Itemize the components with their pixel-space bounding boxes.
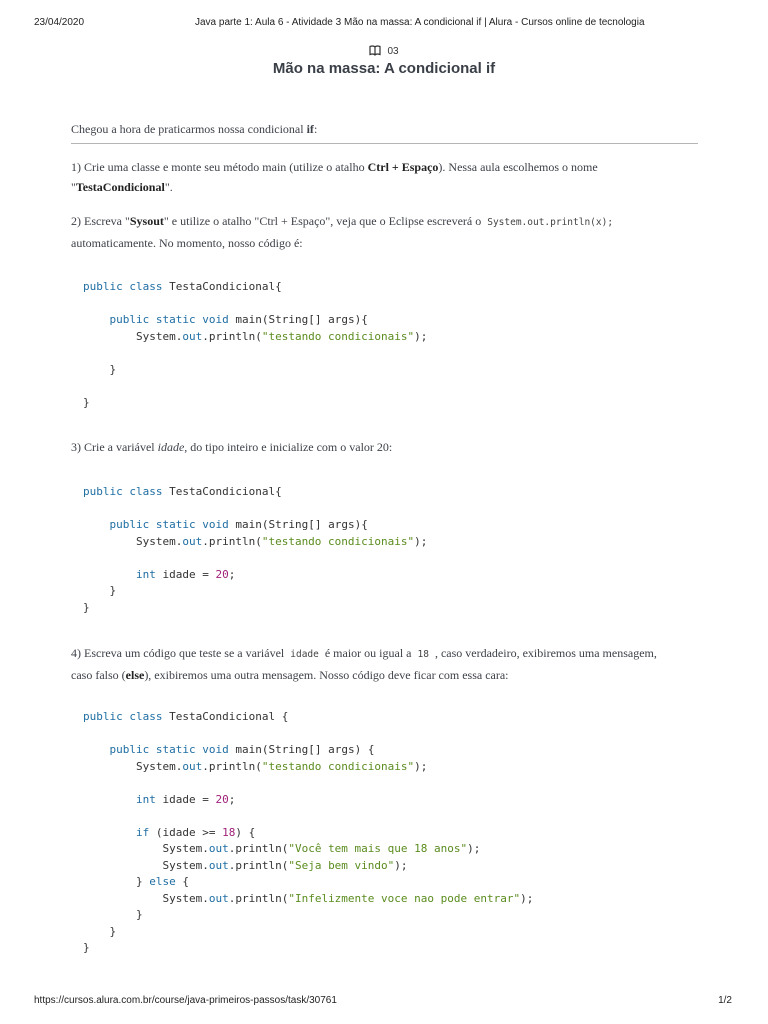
code-token: out bbox=[182, 759, 203, 773]
code-token: } bbox=[83, 875, 150, 888]
code-token bbox=[149, 743, 156, 756]
code-token: void bbox=[202, 518, 229, 531]
code-line bbox=[83, 775, 533, 792]
step-2 bbox=[71, 211, 698, 253]
code-token: void bbox=[202, 313, 229, 326]
code-token: public bbox=[109, 313, 150, 326]
code-token: TestaCondicional{ bbox=[162, 280, 282, 293]
code-token: TestaCondicional{ bbox=[162, 485, 282, 498]
step-2-sysout: Sysout bbox=[129, 214, 164, 228]
step-1-shortcut: Ctrl + Espaço bbox=[367, 160, 439, 174]
step-1 bbox=[71, 157, 698, 197]
code-token: System. bbox=[83, 858, 209, 872]
code-token: ); bbox=[414, 534, 428, 548]
code-line bbox=[83, 378, 427, 395]
code-token: public bbox=[109, 743, 150, 756]
code-token: int bbox=[135, 792, 156, 806]
step-1-quote: " bbox=[71, 180, 76, 194]
step-1-text: 1) Crie uma classe e monte seu método main (utilize o atalho bbox=[71, 160, 368, 174]
code-token bbox=[149, 518, 156, 531]
code-token: System. bbox=[83, 842, 209, 855]
intro-text: Chegou a hora de praticarmos nossa condicional bbox=[71, 122, 307, 136]
code-token: System. bbox=[83, 329, 183, 343]
code-block-2 bbox=[83, 484, 427, 616]
code-token bbox=[83, 313, 110, 326]
code-token: out bbox=[182, 534, 203, 548]
code-token bbox=[83, 743, 110, 756]
code-token: public bbox=[109, 518, 150, 531]
code-token: out bbox=[208, 842, 229, 855]
code-token: .println( bbox=[228, 842, 289, 855]
step-2-text-2: " e utilize o atalho "Ctrl + Espaço", veja que o Eclipse escreverá o bbox=[163, 214, 485, 228]
code-token: "testando condicionais" bbox=[261, 329, 415, 343]
step-2-text: 2) Escreva " bbox=[71, 214, 130, 228]
code-token: } bbox=[83, 600, 90, 614]
code-line bbox=[83, 296, 427, 313]
code-token: class bbox=[129, 710, 163, 723]
step-3-text-2: , do tipo inteiro e inicialize com o valor 20: bbox=[184, 440, 393, 454]
step-4-text: 4) Escreva um código que teste se a variável bbox=[71, 646, 288, 660]
step-2-text-3: automaticamente. No momento, nosso código é: bbox=[71, 236, 303, 250]
code-line bbox=[83, 742, 533, 759]
code-line bbox=[83, 329, 427, 346]
code-token: idade = bbox=[155, 567, 216, 581]
code-token: static bbox=[155, 743, 196, 756]
print-page-title: Java parte 1: Aula 6 - Atividade 3 Mão na massa: A condicional if | Alura - Cursos online de tecnologia bbox=[195, 17, 645, 28]
code-token bbox=[83, 518, 110, 531]
print-page-number: 1/2 bbox=[718, 995, 732, 1006]
step-4-else: else bbox=[125, 668, 145, 682]
code-line bbox=[83, 550, 427, 567]
code-token: ); bbox=[414, 759, 428, 773]
code-token: main(String[] args){ bbox=[228, 518, 368, 531]
code-token: 18 bbox=[222, 825, 236, 839]
code-line bbox=[83, 484, 427, 501]
step-3-text: 3) Crie a variável bbox=[71, 440, 158, 454]
step-4-text-2: é maior ou igual a bbox=[321, 646, 415, 660]
code-token: 20 bbox=[215, 567, 229, 581]
code-token: out bbox=[208, 891, 229, 905]
step-3-variable: idade bbox=[157, 440, 185, 454]
code-line bbox=[83, 907, 533, 924]
code-token: ; bbox=[228, 792, 236, 806]
code-line bbox=[83, 841, 533, 858]
intro-end: : bbox=[313, 122, 318, 136]
code-token: ); bbox=[520, 891, 534, 905]
code-token: .println( bbox=[202, 534, 262, 548]
code-token: if bbox=[135, 825, 150, 839]
code-token: .println( bbox=[202, 759, 262, 773]
code-token: } bbox=[83, 908, 143, 921]
code-line bbox=[83, 792, 533, 809]
code-token: TestaCondicional { bbox=[162, 710, 289, 723]
intro-paragraph bbox=[71, 122, 698, 144]
step-1-text-2: ). Nessa aula escolhemos o nome bbox=[438, 160, 598, 174]
code-line bbox=[83, 517, 427, 534]
code-token: ); bbox=[467, 842, 481, 855]
code-line bbox=[83, 362, 427, 379]
code-line bbox=[83, 924, 533, 941]
code-token: main(String[] args) { bbox=[228, 743, 375, 756]
code-token: "Você tem mais que 18 anos" bbox=[288, 842, 468, 855]
code-line bbox=[83, 940, 533, 957]
code-token: public bbox=[83, 280, 123, 293]
code-block-3 bbox=[83, 709, 533, 957]
print-date: 23/04/2020 bbox=[34, 17, 85, 28]
code-token: System. bbox=[83, 759, 183, 773]
code-token: 20 bbox=[215, 792, 229, 806]
code-token: { bbox=[175, 875, 189, 888]
code-token: class bbox=[129, 485, 163, 498]
code-token: } bbox=[83, 395, 90, 409]
book-icon bbox=[369, 45, 381, 56]
code-token: ; bbox=[228, 567, 236, 581]
code-line bbox=[83, 567, 427, 584]
code-token: ) { bbox=[235, 825, 256, 839]
code-line bbox=[83, 279, 427, 296]
code-token: class bbox=[129, 280, 163, 293]
code-line bbox=[83, 583, 427, 600]
code-line bbox=[83, 726, 533, 743]
code-token: .println( bbox=[202, 329, 262, 343]
code-line bbox=[83, 891, 533, 908]
code-token: "testando condicionais" bbox=[261, 759, 415, 773]
code-token: else bbox=[149, 875, 176, 888]
code-line bbox=[83, 825, 533, 842]
code-token: } bbox=[83, 941, 90, 954]
code-line bbox=[83, 600, 427, 617]
step-4 bbox=[71, 643, 698, 685]
step-1-end: ". bbox=[164, 180, 173, 194]
code-token: ); bbox=[394, 858, 408, 872]
code-line bbox=[83, 534, 427, 551]
step-4-text-5: ), exibiremos uma outra mensagem. Nosso código deve ficar com essa cara: bbox=[144, 668, 509, 682]
code-token: .println( bbox=[228, 858, 289, 872]
code-block-1 bbox=[83, 279, 427, 411]
code-line bbox=[83, 874, 533, 891]
code-token: } bbox=[83, 584, 117, 597]
code-line bbox=[83, 858, 533, 875]
step-3 bbox=[71, 437, 698, 457]
step-2-inline-code: System.out.println(x); bbox=[487, 217, 614, 228]
print-url: https://cursos.alura.com.br/course/java-primeiros-passos/task/30761 bbox=[34, 995, 337, 1006]
code-token: .println( bbox=[228, 891, 289, 905]
code-token: void bbox=[202, 743, 229, 756]
code-token: "Infelizmente voce nao pode entrar" bbox=[288, 891, 521, 905]
code-token: main(String[] args){ bbox=[228, 313, 368, 326]
code-line bbox=[83, 709, 533, 726]
step-4-text-4: caso falso ( bbox=[71, 668, 126, 682]
step-4-inline-code-idade: idade bbox=[290, 649, 319, 660]
code-token bbox=[83, 793, 136, 806]
code-token: static bbox=[155, 313, 196, 326]
code-token: System. bbox=[83, 891, 209, 905]
step-4-text-3: , caso verdadeiro, exibiremos uma mensagem, bbox=[431, 646, 657, 660]
code-token: (idade >= bbox=[149, 825, 223, 839]
code-line bbox=[83, 501, 427, 518]
code-token bbox=[83, 826, 136, 839]
code-token: public bbox=[83, 485, 123, 498]
code-token: out bbox=[208, 858, 229, 872]
task-number: 03 bbox=[387, 46, 399, 57]
step-1-class-name: TestaCondicional bbox=[75, 180, 165, 194]
step-4-inline-code-18: 18 bbox=[417, 649, 429, 660]
code-line bbox=[83, 808, 533, 825]
page-title: Mão na massa: A condicional if bbox=[272, 60, 496, 77]
code-token: ); bbox=[414, 329, 428, 343]
code-token: public bbox=[83, 710, 123, 723]
code-token: out bbox=[182, 329, 203, 343]
code-token: int bbox=[135, 567, 156, 581]
code-token: "testando condicionais" bbox=[261, 534, 415, 548]
code-line bbox=[83, 395, 427, 412]
code-token: } bbox=[83, 362, 117, 376]
task-badge bbox=[0, 45, 768, 57]
code-line bbox=[83, 345, 427, 362]
code-token: System. bbox=[83, 534, 183, 548]
code-token: "Seja bem vindo" bbox=[288, 858, 395, 872]
code-token bbox=[83, 568, 136, 581]
code-token: } bbox=[83, 924, 117, 938]
code-line bbox=[83, 759, 533, 776]
code-token bbox=[149, 313, 156, 326]
code-token: static bbox=[155, 518, 196, 531]
code-token: idade = bbox=[155, 792, 216, 806]
intro-keyword: if bbox=[306, 122, 314, 136]
code-line bbox=[83, 312, 427, 329]
